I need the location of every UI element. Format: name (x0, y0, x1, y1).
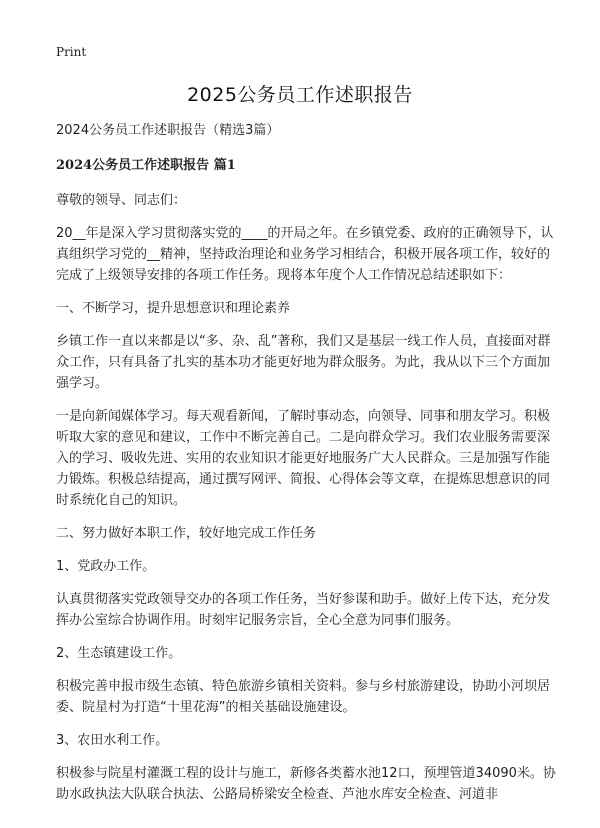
paragraph-irrigation: 积极参与院星村灌溉工程的设计与施工，新修各类蓄水池12口，预埋管道34090米。协助水政执法大队联合执法、公路局桥梁安全检查、芦池水库安全检查、河道非 (56, 766, 556, 802)
item-irrigation: 3、农田水利工作。 (56, 733, 169, 748)
heading-duties: 二、努力做好本职工作，较好地完成工作任务 (56, 526, 317, 541)
document-subtitle: 2024公务员工作述职报告（精选3篇） (56, 123, 280, 138)
document-body (56, 120, 556, 817)
paragraph-study-intro: 乡镇工作一直以来都是以“多、杂、乱”著称，我们又是基层一线工作人员，直接面对群众工作，只有具备了扎实的基本功才能更好地为群众服务。为此，我从以下三个方面加强学习。 (56, 334, 551, 391)
document-title: 2025公务员工作述职报告 (187, 84, 413, 106)
salutation: 尊敬的领导、同志们： (56, 193, 187, 208)
paragraph-study-detail: 一是向新闻媒体学习。每天观看新闻，了解时事动态，向领导、同事和朋友学习。积极听取大家的意见和建议，工作中不断完善自己。二是向群众学习。我们农业服务需要深入的学习、吸收先进、实用的农业知识才能更好地服务广大人民群众。三是加强写作能力锻炼。积极总结提高，通过撰写网评、简报、心得体会等文章，在提炼思想意识的同时系统化自己的知识。 (56, 409, 551, 508)
intro-paragraph: 20__年是深入学习贯彻落实党的____的开局之年。在乡镇党委、政府的正确领导下，认真组织学习党的__精神，坚持政治理论和业务学习相结合，积极开展各项工作，较好的完成了上级领导安排的各项工作任务。现将本年度个人工作情况总结述职如下： (56, 226, 554, 283)
paragraph-eco-town: 积极完善申报市级生态镇、特色旅游乡镇相关资料。参与乡村旅游建设，协助小河坝居委、院星村为打造“十里花海”的相关基础设施建设。 (56, 679, 551, 715)
item-eco-town: 2、生态镇建设工作。 (56, 646, 182, 661)
print-label: Print (56, 45, 87, 59)
item-party-office: 1、党政办工作。 (56, 559, 156, 574)
paragraph-party-office: 认真贯彻落实党政领导交办的各项工作任务，当好参谋和助手。做好上传下达，充分发挥办公室综合协调作用。时刻牢记服务宗旨，全心全意为同事们服务。 (56, 592, 551, 628)
heading-study: 一、不断学习，提升思想意识和理论素养 (56, 301, 291, 316)
section-heading: 2024公务员工作述职报告 篇1 (56, 158, 236, 173)
